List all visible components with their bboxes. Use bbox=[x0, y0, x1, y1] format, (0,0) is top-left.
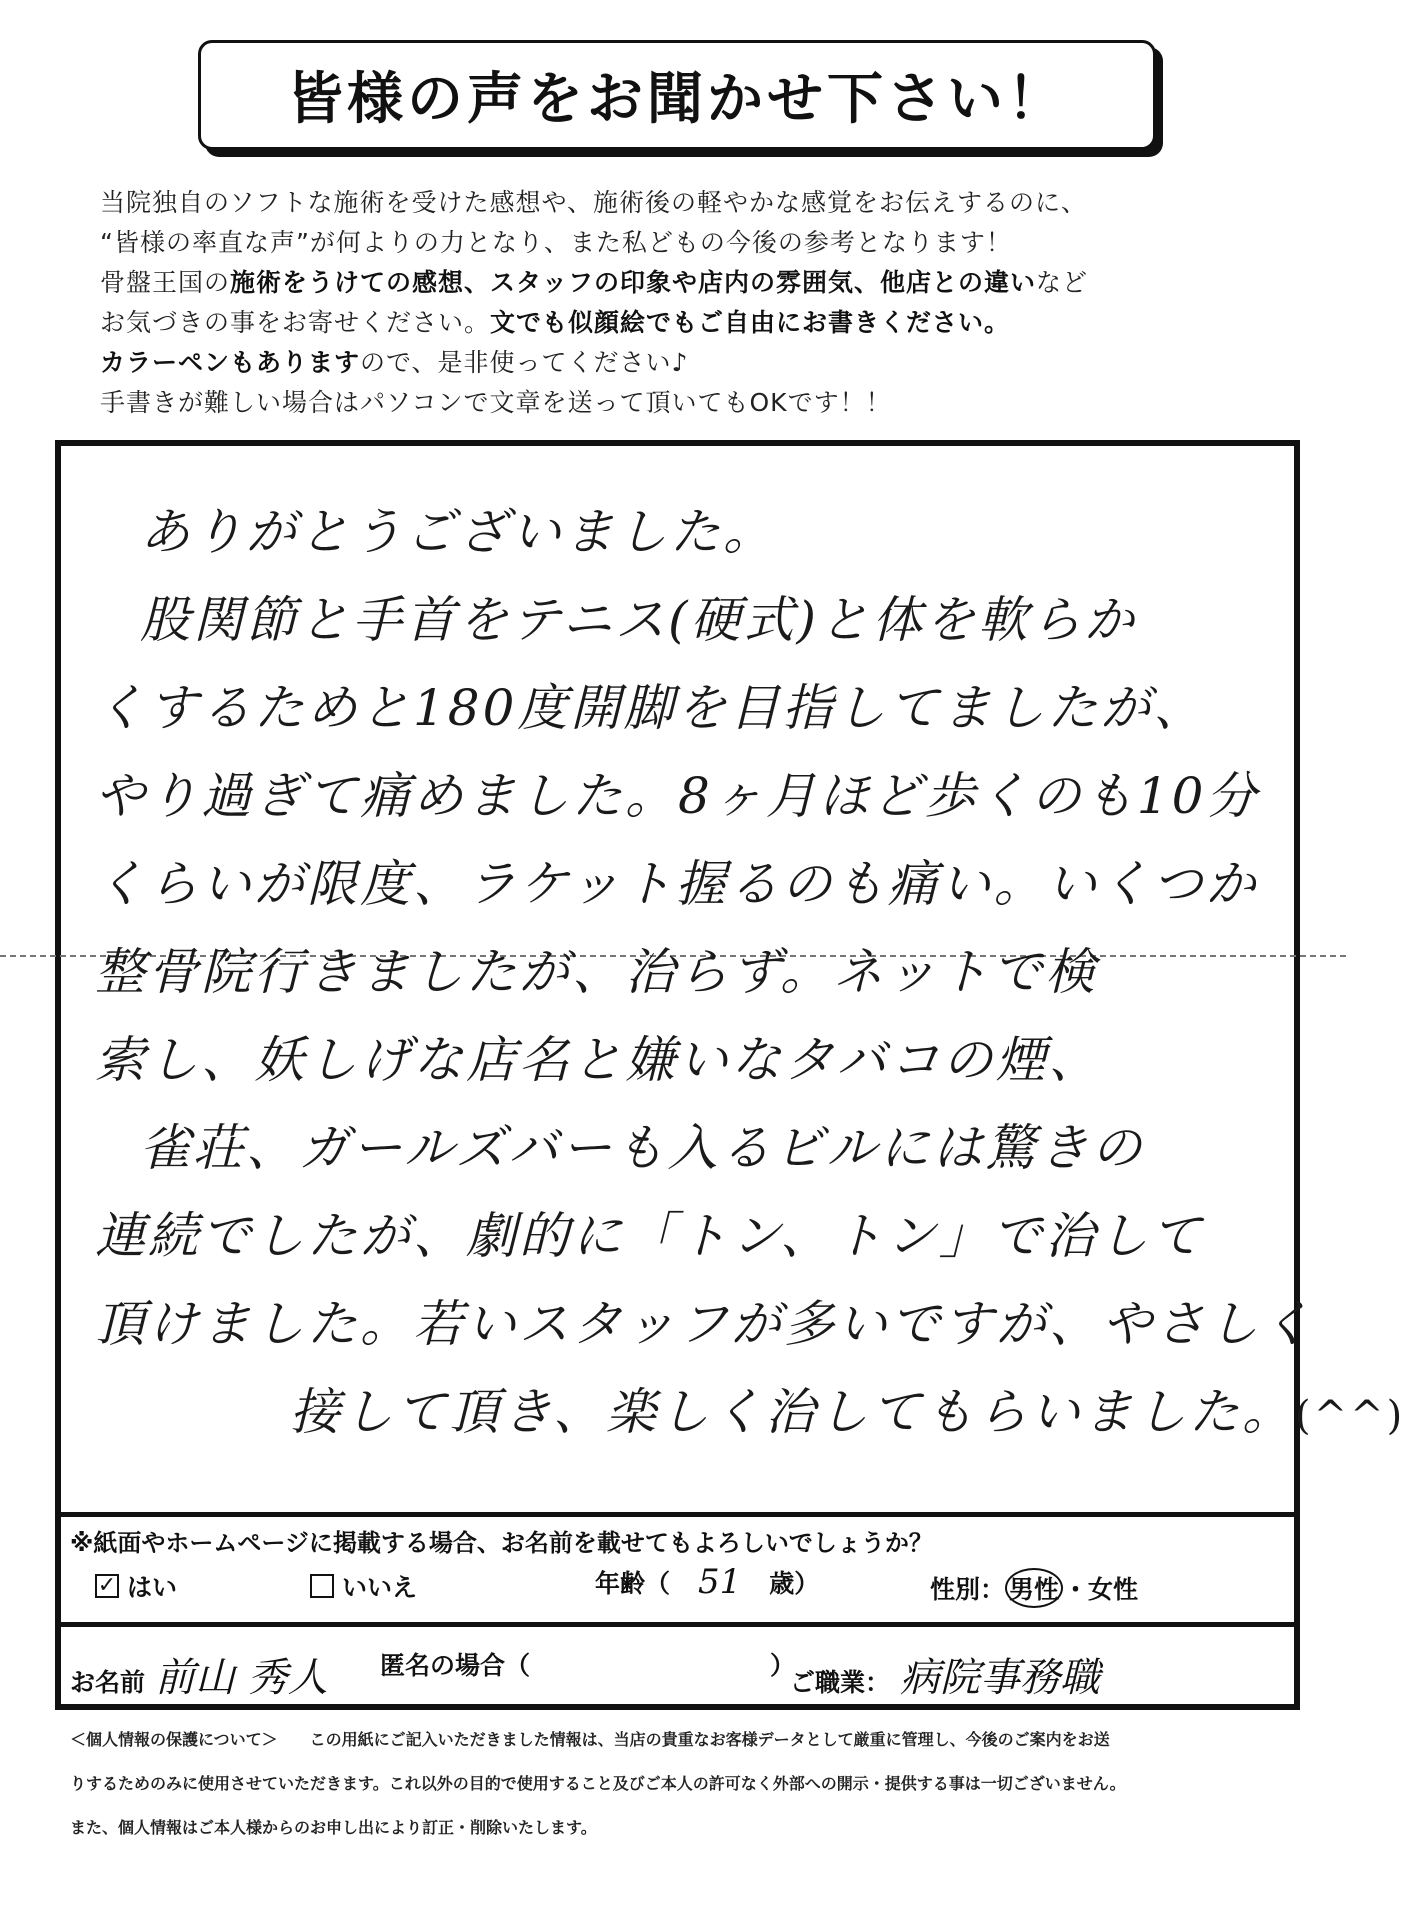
consent-divider bbox=[55, 1512, 1300, 1517]
yes-label: はい bbox=[127, 1573, 178, 1602]
anonymous-label: 匿名の場合（ bbox=[380, 1651, 531, 1680]
intro-line-5a: カラーペンもあります bbox=[100, 348, 361, 377]
occupation-field[interactable] bbox=[790, 1646, 1100, 1703]
gender-field[interactable] bbox=[930, 1568, 1138, 1608]
intro-line-6: 手書きが難しい場合はパソコンで文章を送って頂いてもOKです！！ bbox=[100, 388, 892, 417]
consent-no-option[interactable] bbox=[310, 1568, 417, 1604]
yes-checkbox[interactable]: ✓ bbox=[95, 1574, 119, 1598]
consent-question: ※紙面やホームページに掲載する場合、お名前を載せてもよろしいでしょうか？ bbox=[70, 1529, 933, 1557]
comment-line-11-text: 接して頂き、楽しく治してもらいました。 bbox=[290, 1383, 1295, 1441]
occupation-label: ご職業： bbox=[790, 1668, 891, 1697]
intro-line-3c: など bbox=[1036, 268, 1089, 297]
name-divider bbox=[55, 1622, 1300, 1627]
intro-text bbox=[100, 183, 1260, 423]
name-value: 前山 秀人 bbox=[155, 1655, 328, 1701]
name-row bbox=[70, 1636, 1280, 1701]
intro-line-2: “皆様の率直な声”が何よりの力となり、また私どもの今後の参考となります！ bbox=[100, 228, 1012, 257]
gender-male[interactable]: 男性 bbox=[1005, 1568, 1063, 1608]
comment-line-9: 連続でしたが、劇的に「トン、トン」で治して bbox=[95, 1207, 1204, 1265]
title-banner bbox=[198, 40, 1156, 150]
page-title: 皆様の声をお聞かせ下さい！ bbox=[287, 67, 1067, 132]
intro-line-3 bbox=[100, 263, 1260, 303]
intro-line-5 bbox=[100, 343, 1260, 383]
intro-line-4a: お気づきの事をお寄せください。 bbox=[100, 308, 491, 337]
age-label: 年齢（ bbox=[595, 1569, 671, 1598]
comment-line-7: 索し、妖しげな店名と嫌いなタバコの煙、 bbox=[95, 1031, 1102, 1089]
gender-female[interactable]: 女性 bbox=[1088, 1575, 1139, 1604]
intro-line-5b: ので、是非使ってください♪ bbox=[360, 348, 689, 377]
intro-line-3b: 施術をうけての感想、スタッフの印象や店内の雰囲気、他店との違い bbox=[230, 268, 1037, 297]
age-value: 51 bbox=[698, 1562, 742, 1602]
privacy-line-3: また、個人情報はご本人様からのお申し出により訂正・削除いたします。 bbox=[70, 1818, 597, 1837]
name-field[interactable] bbox=[70, 1646, 328, 1703]
anonymous-field[interactable] bbox=[380, 1646, 795, 1682]
intro-line-4 bbox=[100, 303, 1260, 343]
age-field[interactable] bbox=[595, 1562, 819, 1602]
name-label: お名前 bbox=[70, 1668, 146, 1697]
comment-line-8: 雀荘、ガールズバーも入るビルには驚きの bbox=[140, 1119, 1145, 1177]
comment-line-6: 整骨院行きましたが、治らず。ネットで検 bbox=[95, 943, 1098, 1001]
anonymous-close: ） bbox=[770, 1651, 796, 1680]
occupation-value: 病院事務職 bbox=[900, 1655, 1101, 1701]
handwritten-comment bbox=[95, 488, 1405, 1460]
comment-line-10: 頂けました。若いスタッフが多いですが、やさしく bbox=[95, 1295, 1314, 1353]
no-checkbox[interactable] bbox=[310, 1574, 334, 1598]
consent-yes-option[interactable] bbox=[95, 1568, 177, 1604]
smiley-doodle: (^^) bbox=[1295, 1393, 1405, 1439]
no-label: いいえ bbox=[342, 1573, 418, 1602]
gender-label: 性別： bbox=[930, 1575, 1006, 1604]
intro-line-4b: 文でも似顔絵でもご自由にお書きください。 bbox=[490, 308, 1011, 337]
privacy-notice bbox=[70, 1718, 1285, 1850]
intro-line-3a: 骨盤王国の bbox=[100, 268, 231, 297]
comment-line-4: やり過ぎて痛めました。8ヶ月ほど歩くのも10分 bbox=[95, 767, 1260, 825]
intro-line-1: 当院独自のソフトな施術を受けた感想や、施術後の軽やかな感覚をお伝えするのに、 bbox=[100, 188, 1088, 217]
comment-line-1: ありがとうございました。 bbox=[140, 503, 776, 561]
comment-line-2: 股関節と手首をテニス(硬式)と体を軟らか bbox=[140, 591, 1138, 649]
comment-line-5: くらいが限度、ラケット握るのも痛い。いくつか bbox=[95, 855, 1259, 913]
comment-line-3: くするためと180度開脚を目指してましたが、 bbox=[95, 679, 1207, 737]
gender-separator: ・ bbox=[1063, 1575, 1089, 1604]
comment-line-11 bbox=[95, 1368, 1405, 1460]
privacy-line-2: りするためのみに使用させていただきます。これ以外の目的で使用すること及びご本人の許可なく外部への開示・提供する事は一切ございません。 bbox=[70, 1774, 1126, 1793]
consent-row bbox=[95, 1562, 1235, 1608]
age-suffix: 歳） bbox=[769, 1569, 820, 1598]
privacy-line-1: ＜個人情報の保護について＞ この用紙にご記入いただきました情報は、当店の貴重なお客様データとして厳重に管理し、今後のご案内をお送 bbox=[70, 1730, 1110, 1749]
